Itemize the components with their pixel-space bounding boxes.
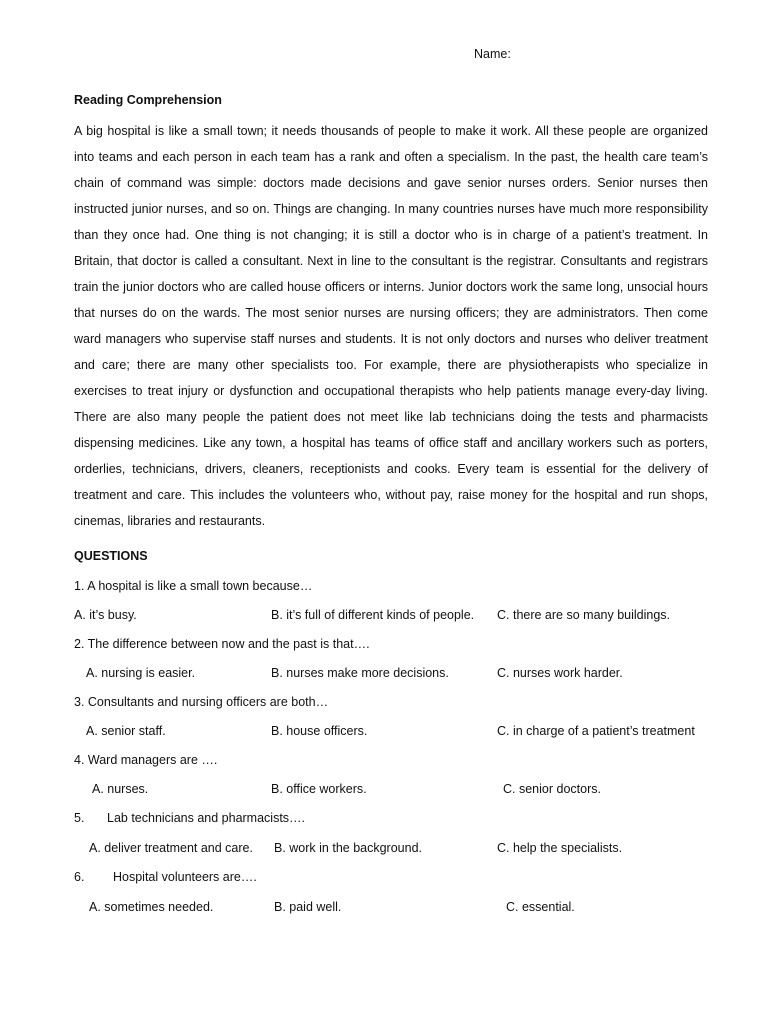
question-6-number: 6. [74, 870, 85, 884]
question-4-option-a: A. nurses. [92, 782, 149, 796]
question-1-option-a: A. it’s busy. [74, 608, 137, 622]
question-1-option-c: C. there are so many buildings. [497, 608, 671, 622]
question-2-option-c: C. nurses work harder. [497, 666, 623, 680]
question-6-option-a: A. sometimes needed. [89, 900, 214, 914]
question-5-number: 5. [74, 811, 85, 825]
question-5-prompt: Lab technicians and pharmacists…. [107, 811, 306, 825]
name-label: Name: [474, 47, 511, 61]
question-5-option-a: A. deliver treatment and care. [89, 841, 253, 855]
question-3-prompt: 3. Consultants and nursing officers are both… [74, 695, 329, 709]
question-3-option-c: C. in charge of a patient’s treatment [497, 724, 695, 738]
question-6-option-c: C. essential. [506, 900, 575, 914]
reading-passage: A big hospital is like a small town; it needs thousands of people to make it work. All these people are organized into teams and each person in each team has a rank and often a specialism. In the past, the health care team’s chain of command was simple: doctors made decisions and gave senior nurses orders. Senior nurses then instructed junior nurses, and so on. Things are changing. In many countries nurses have much more responsibility than they once had. One thing is not changing; it is still a doctor who is in charge of a patient’s treatment. In Britain, that doctor is called a consultant. Next in line to the consultant is the registrar. Consultants and registrars train the junior doctors who are called house officers or interns. Junior doctors work the same long, unsocial hours that nurses do on the wards. The most senior nurses are nursing officers; they are administrators. Then come ward managers who supervise staff nurses and students. It is not only doctors and nurses who deliver treatment and care; there are many other specialists too. For example, there are physiotherapists who specialize in exercises to treat injury or dysfunction and occupational therapists who help patients manage every-day living. There are also many people the patient does not meet like lab technicians doing the tests and pharmacists dispensing medicines. Like any town, a hospital has teams of office staff and ancillary workers such as porters, orderlies, technicians, drivers, cleaners, receptionists and cooks. Every team is essential for the delivery of treatment and care. This includes the volunteers who, without pay, raise money for the hospital and run shops, cinemas, libraries and restaurants. [74, 124, 708, 528]
question-4-option-c: C. senior doctors. [503, 782, 601, 796]
question-3-option-b: B. house officers. [271, 724, 368, 738]
section-title: Reading Comprehension [74, 93, 222, 107]
question-4-option-b: B. office workers. [271, 782, 367, 796]
questions-heading: QUESTIONS [74, 549, 148, 563]
question-6-option-b: B. paid well. [274, 900, 342, 914]
question-2-option-b: B. nurses make more decisions. [271, 666, 449, 680]
question-1-prompt: 1. A hospital is like a small town because… [74, 579, 313, 593]
question-5-option-c: C. help the specialists. [497, 841, 623, 855]
question-2-prompt: 2. The difference between now and the past is that…. [74, 637, 370, 651]
question-5-option-b: B. work in the background. [274, 841, 422, 855]
question-2-option-a: A. nursing is easier. [86, 666, 196, 680]
question-4-prompt: 4. Ward managers are …. [74, 753, 218, 767]
question-6-prompt: Hospital volunteers are…. [113, 870, 257, 884]
question-3-option-a: A. senior staff. [86, 724, 166, 738]
question-1-option-b: B. it’s full of different kinds of people. [271, 608, 475, 622]
